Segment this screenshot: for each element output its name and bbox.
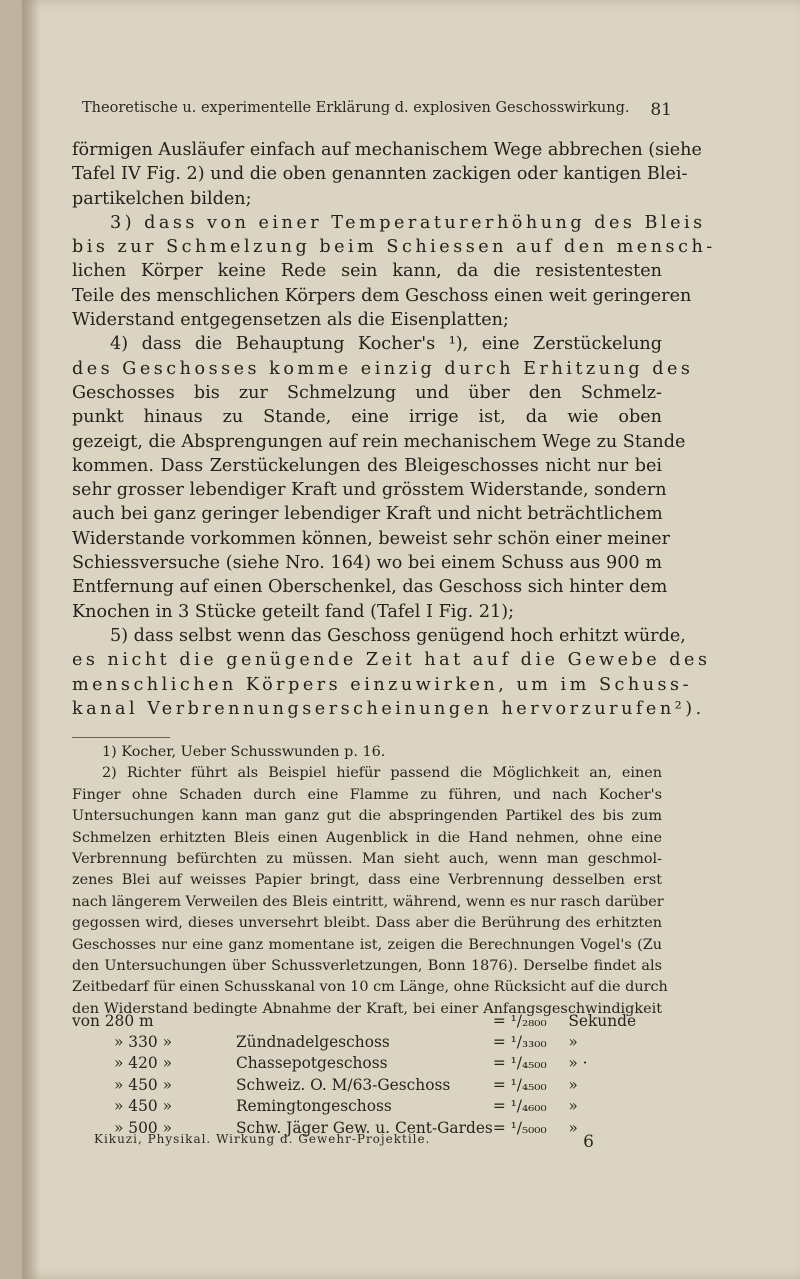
footnote-line: nach längerem Verweilen des Bleis eintritt, während, wenn es nur rasch darüber (72, 893, 664, 910)
page-number: 81 (650, 100, 672, 120)
speed-table-projectile: Schweiz. O. M/63-Geschoss (235, 1075, 451, 1094)
speed-table-time: = ¹/₄₆₀₀ (492, 1097, 547, 1116)
footnote-line: den Widerstand bedingte Abnahme der Kraft, bei einer Anfangsgeschwindigkeit (72, 1000, 662, 1017)
speed-table-row (72, 1096, 662, 1117)
text-line: Entfernung auf einen Oberschenkel, das Geschoss sich hinter dem (72, 577, 668, 598)
main-text (72, 138, 716, 721)
speed-table-row (72, 1010, 662, 1031)
text-line: kanal Verbrennungserscheinungen hervorzurufen²). (72, 698, 705, 719)
speed-table-projectile: Schw. Jäger Gew. u. Cent-Gardes (235, 1118, 493, 1137)
text-line: gezeigt, die Absprengungen auf rein mechanischem Wege zu Stande (72, 431, 686, 452)
footnote-line: Untersuchungen kann man ganz gut die abspringenden Partikel des bis zum (72, 808, 662, 825)
footnote-line: Finger ohne Schaden durch eine Flamme zu führen, und nach Kocher's (72, 786, 662, 803)
speed-table-projectile (236, 1010, 493, 1031)
text-line: 5) dass selbst wenn das Geschoss genügend hoch erhitzt würde, (110, 625, 686, 646)
book-page (22, 0, 800, 1279)
text-line: 3) dass von einer Temperaturerhöhung des Bleis (110, 212, 706, 233)
speed-table-speed: » 330 » (114, 1033, 172, 1052)
footnotes (72, 742, 668, 1020)
text-line: auch bei ganz geringer lebendiger Kraft und nicht beträchtlichem (72, 504, 663, 525)
footnote-line: den Untersuchungen über Schussverletzungen, Bonn 1876). Derselbe findet als (72, 958, 662, 975)
speed-table-time: = ¹/₄₅₀₀ (492, 1054, 547, 1073)
footnote-line: 2) Richter führt als Beispiel hiefür passend die Möglichkeit an, einen (102, 765, 662, 782)
signature-mark: 6 (583, 1132, 594, 1152)
text-line: des Geschosses komme einzig durch Erhitzung des (72, 358, 694, 379)
text-line: Geschosses bis zur Schmelzung und über den Schmelz- (72, 382, 662, 403)
footnote-line: gegossen wird, dieses unversehrt bleibt. Dass aber die Berührung des erhitzten (72, 915, 662, 932)
speed-table-projectile: Remingtongeschoss (235, 1097, 392, 1116)
speed-table-speed: von 280 m (72, 1011, 154, 1030)
speed-table-unit: » (568, 1075, 578, 1094)
speed-table-time: = ¹/₂₈₀₀ (492, 1011, 547, 1030)
speed-table (72, 1010, 662, 1138)
text-line: 4) dass die Behauptung Kocher's ¹), eine Zerstückelung (110, 334, 662, 355)
running-head-title: Theoretische u. experimentelle Erklärung d. explosiven Geschosswirkung. (82, 100, 630, 116)
footnote-line: Zeitbedarf für einen Schusskanal von 10 cm Länge, ohne Rücksicht auf die durch (72, 979, 668, 996)
speed-table-time: = ¹/₃₃₀₀ (492, 1033, 547, 1052)
page-footer (94, 1132, 594, 1152)
speed-table-unit: Sekunde (568, 1011, 637, 1030)
footnote-rule (72, 737, 170, 738)
footnote-line: Verbrennung befürchten zu müssen. Man sieht auch, wenn man geschmol- (72, 851, 662, 868)
speed-table-unit: » · (568, 1054, 588, 1073)
text-line: förmigen Ausläufer einfach auf mechanischem Wege abbrechen (siehe (72, 140, 702, 160)
speed-table-speed: » 500 » (114, 1118, 172, 1137)
text-line: Tafel IV Fig. 2) und die oben genannten zackigen oder kantigen Blei- (72, 164, 688, 185)
speed-table-projectile: Chassepotgeschoss (235, 1054, 388, 1073)
speed-table-time: = ¹/₄₅₀₀ (492, 1075, 547, 1094)
text-line: kommen. Dass Zerstückelungen des Bleigeschosses nicht nur bei (72, 455, 662, 476)
speed-table-unit: » (568, 1033, 578, 1052)
text-line: Knochen in 3 Stücke geteilt fand (Tafel I Fig. 21); (72, 601, 515, 622)
footnote-line: 1) Kocher, Ueber Schusswunden p. 16. (102, 744, 386, 760)
speed-table-unit: » (568, 1097, 578, 1116)
text-line: menschlichen Körpers einzuwirken, um im Schuss- (72, 674, 693, 695)
footer-source: Kikuzi, Physikal. Wirkung d. Gewehr-Projektile. (94, 1132, 431, 1146)
text-line: punkt hinaus zu Stande, eine irrige ist, da wie oben (72, 407, 662, 428)
speed-table-unit: » (568, 1118, 578, 1137)
speed-table-speed: » 450 » (114, 1097, 172, 1116)
text-line: Teile des menschlichen Körpers dem Geschoss einen weit geringeren (72, 285, 692, 306)
text-line: bis zur Schmelzung beim Schiessen auf den mensch- (72, 237, 716, 258)
footnote-line: Geschosses nur eine ganz momentane ist, zeigen die Berechnungen Vogel's (Zu (72, 936, 662, 953)
text-line: Schiessversuche (siehe Nro. 164) wo bei einem Schuss aus 900 m (72, 553, 662, 574)
speed-table-speed: » 450 » (114, 1075, 172, 1094)
footnote-line: Schmelzen erhitzten Bleis einen Augenblick in die Hand nehmen, ohne eine (72, 829, 662, 846)
speed-table-row (72, 1074, 662, 1095)
speed-table-speed: » 420 » (114, 1054, 172, 1073)
footnote-line: zenes Blei auf weisses Papier bringt, dass eine Verbrennung desselben erst (72, 872, 662, 889)
text-line: Widerstand entgegensetzen als die Eisenplatten; (72, 310, 509, 331)
speed-table-projectile: Zündnadelgeschoss (235, 1033, 390, 1052)
running-head (82, 100, 672, 120)
text-line: Widerstande vorkommen können, beweist sehr schön einer meiner (72, 528, 671, 549)
speed-table-time: = ¹/₅₀₀₀ (492, 1118, 547, 1137)
speed-table-row (72, 1031, 662, 1052)
text-line: es nicht die genügende Zeit hat auf die Gewebe des (72, 650, 711, 671)
speed-table-row (72, 1053, 662, 1074)
text-line: sehr grosser lebendiger Kraft und grösstem Widerstande, sondern (72, 480, 667, 501)
text-line: lichen Körper keine Rede sein kann, da die resistentesten (72, 261, 662, 282)
text-line: partikelchen bilden; (72, 188, 252, 209)
